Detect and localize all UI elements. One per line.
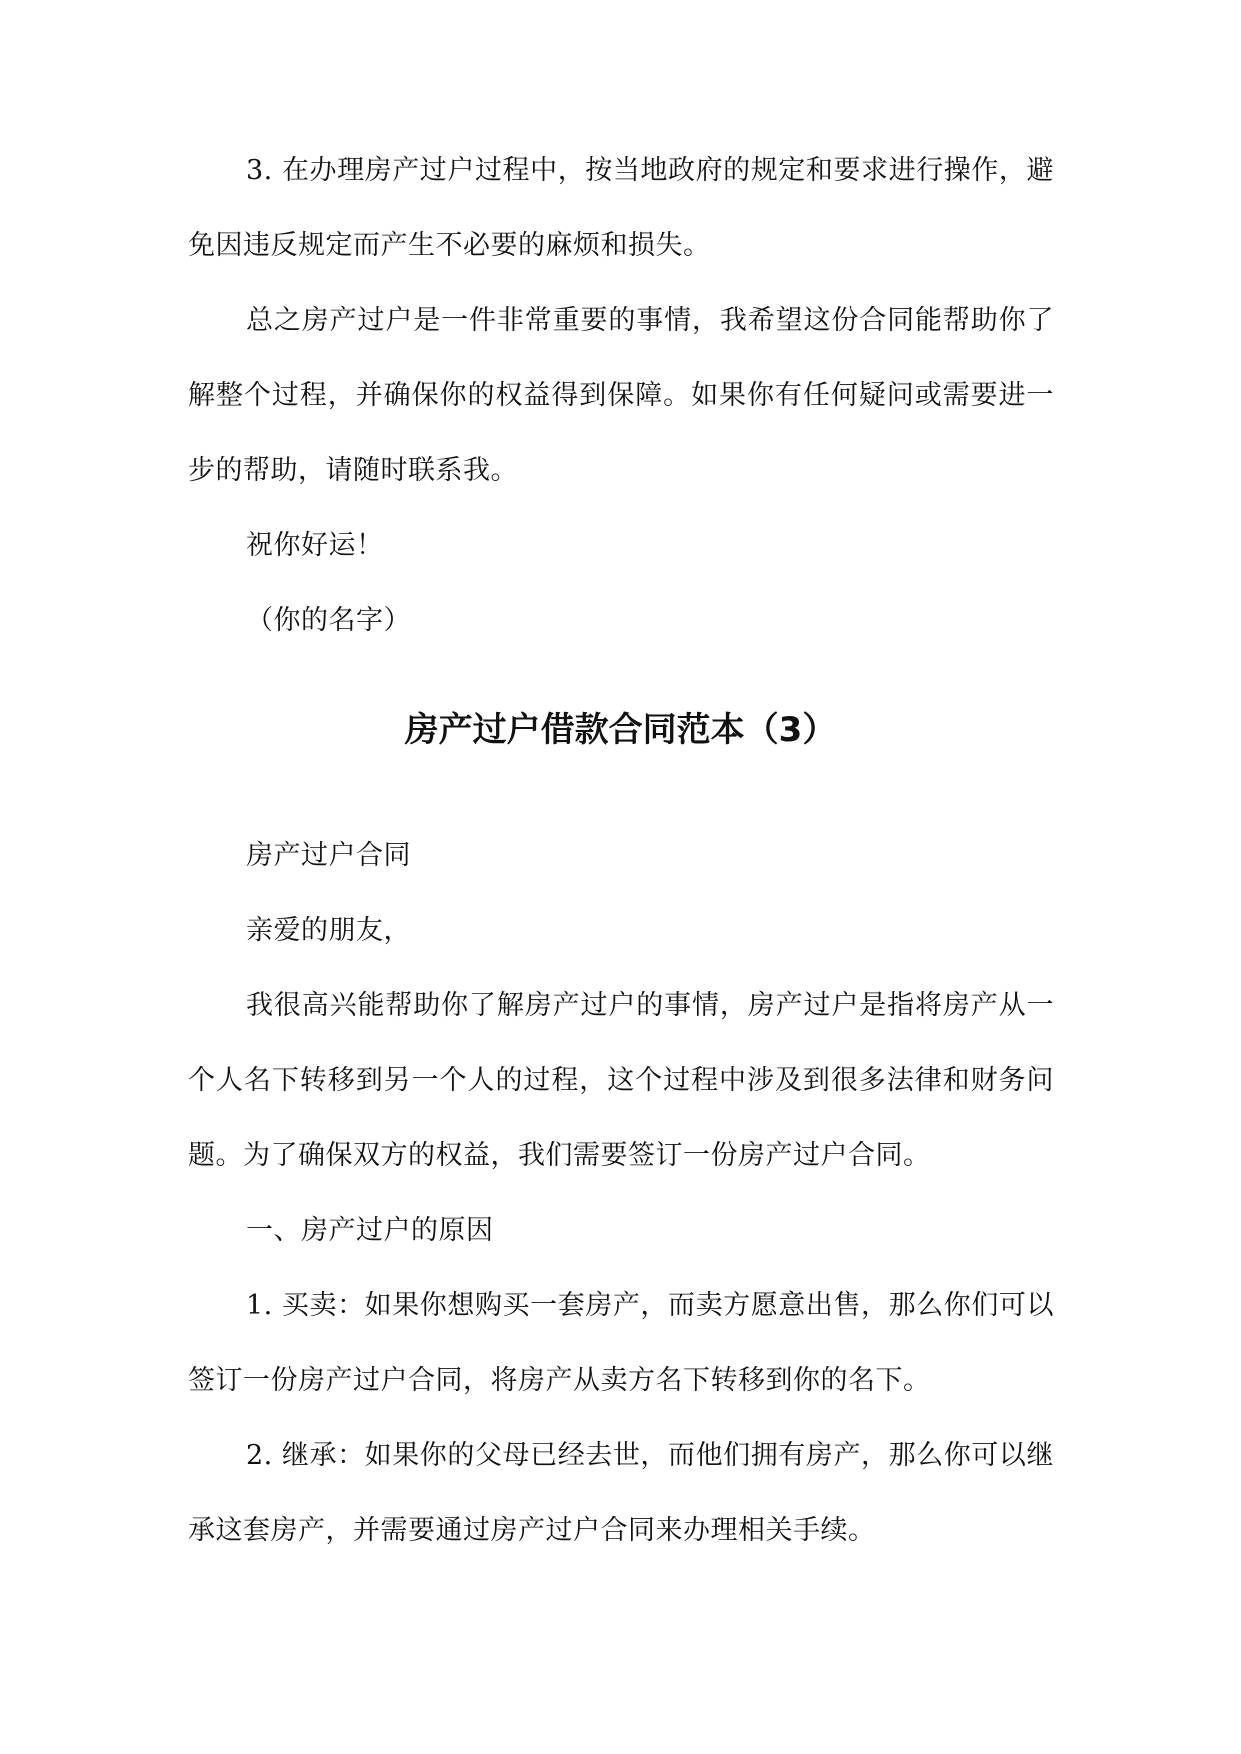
paragraph-summary: 总之房产过户是一件非常重要的事情，我希望这份合同能帮助你了解整个过程，并确保你的权益得到保障。如果你有任何疑问或需要进一步的帮助，请随时联系我。: [188, 305, 1054, 486]
reasons-heading: 一、房产过户的原因: [246, 1215, 494, 1246]
greeting: 亲爱的朋友，: [246, 915, 411, 946]
paragraph-reason-1: 1. 买卖：如果你想购买一套房产，而卖方愿意出售，那么你们可以签订一份房产过户合同，将房产从卖方名下转移到你的名下。: [188, 1290, 1054, 1396]
paragraph-item-3: 3. 在办理房产过户过程中，按当地政府的规定和要求进行操作，避免因违反规定而产生不必要的麻烦和损失。: [188, 155, 1054, 261]
section-title: 房产过户借款合同范本（3）: [404, 710, 837, 750]
closing-wish: 祝你好运！: [246, 530, 384, 561]
contract-name: 房产过户合同: [246, 840, 411, 871]
paragraph-reason-2: 2. 继承：如果你的父母已经去世，而他们拥有房产，那么你可以继承这套房产，并需要通过房产过户合同来办理相关手续。: [188, 1440, 1054, 1546]
paragraph-intro: 我很高兴能帮助你了解房产过户的事情，房产过户是指将房产从一个人名下转移到另一个人的过程，这个过程中涉及到很多法律和财务问题。为了确保双方的权益，我们需要签订一份房产过户合同。: [188, 990, 1054, 1171]
signature-placeholder: （你的名字）: [246, 605, 411, 636]
